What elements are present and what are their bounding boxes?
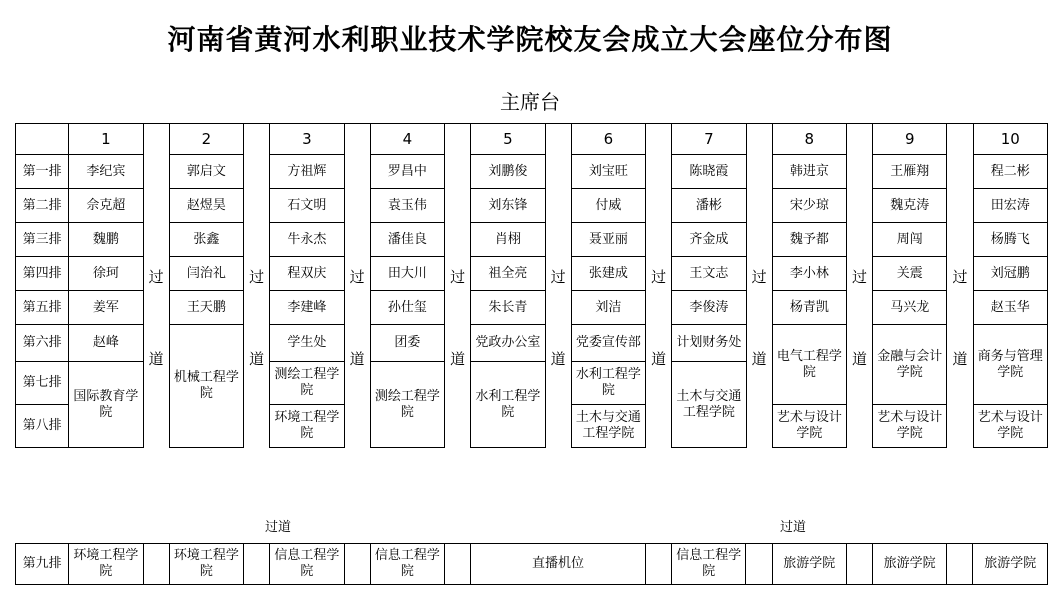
aisle-cell <box>344 124 370 448</box>
row-label <box>16 325 69 362</box>
seat-name: 团委 <box>394 335 421 350</box>
column-number: 6 <box>603 130 614 148</box>
column-number: 1 <box>101 130 111 148</box>
seat-cell <box>270 223 344 257</box>
seat-name: 孙仕玺 <box>387 299 427 315</box>
aisle-gap <box>445 544 471 585</box>
seat-name: 付威 <box>595 197 622 213</box>
aisle-label-bottom: 道 <box>148 349 164 368</box>
group-cell <box>571 362 645 405</box>
seat-name: 刘冠鹏 <box>990 265 1030 281</box>
group-cell <box>169 325 243 448</box>
seat-cell <box>169 257 243 291</box>
seat-row <box>16 544 1048 585</box>
seat-cell <box>471 189 545 223</box>
seat-name: 程二彬 <box>990 163 1030 179</box>
aisle-label-top: 过 <box>349 267 365 286</box>
seat-name: 周闯 <box>896 231 923 247</box>
group-name: 土木与交通工程学院 <box>575 410 641 441</box>
seat-cell <box>69 257 143 291</box>
seat-name: 杨青凯 <box>789 299 829 315</box>
aisle-gap <box>344 544 370 585</box>
group-cell <box>772 544 846 585</box>
group-name: 环境工程学院 <box>173 548 239 579</box>
seat-cell <box>69 325 143 362</box>
seat-row <box>16 189 1048 223</box>
column-header <box>169 124 243 155</box>
seat-cell <box>973 189 1047 223</box>
seat-cell <box>973 223 1047 257</box>
seat-name: 学生处 <box>287 335 327 350</box>
seat-cell <box>571 325 645 362</box>
seat-cell <box>471 257 545 291</box>
row-label-text: 第一排 <box>22 163 62 179</box>
aisle-cell <box>646 124 672 448</box>
group-name: 信息工程学院 <box>676 548 742 579</box>
seat-cell <box>169 291 243 325</box>
column-number: 7 <box>704 130 714 148</box>
seat-name: 韩进京 <box>789 163 829 179</box>
group-cell <box>772 405 846 448</box>
row-nine-table <box>15 543 1048 585</box>
seat-name: 刘洁 <box>595 299 622 315</box>
aisle-gap <box>846 544 872 585</box>
column-number: 9 <box>905 130 915 148</box>
seat-name: 王雁翔 <box>890 163 930 179</box>
seat-name: 齐金成 <box>689 231 729 247</box>
row-label <box>16 544 69 585</box>
aisle-crossing-right: 过道 <box>780 520 807 535</box>
aisle-label-top: 过 <box>751 267 767 286</box>
seat-cell <box>69 189 143 223</box>
seat-cell <box>370 257 444 291</box>
seat-cell <box>370 155 444 189</box>
camera-position-label: 直播机位 <box>532 556 585 571</box>
seat-cell <box>772 291 846 325</box>
column-number: 3 <box>302 130 312 148</box>
group-cell <box>370 362 444 448</box>
seat-cell <box>270 291 344 325</box>
row-label-text: 第三排 <box>22 231 62 247</box>
seat-cell <box>169 189 243 223</box>
seat-name: 肖栩 <box>494 231 521 247</box>
row-label <box>16 223 69 257</box>
seat-name: 田大川 <box>387 265 427 281</box>
seat-name: 潘彬 <box>695 197 722 213</box>
seat-name: 赵煜昊 <box>186 197 226 213</box>
seat-name: 徐珂 <box>92 265 119 281</box>
aisle-label-top: 过 <box>651 267 667 286</box>
group-cell <box>873 544 947 585</box>
group-cell <box>69 362 143 448</box>
seat-row <box>16 223 1048 257</box>
group-name: 机械工程学院 <box>173 370 239 401</box>
seat-name: 刘宝旺 <box>588 163 628 179</box>
seat-cell <box>471 155 545 189</box>
group-name: 测绘工程学院 <box>374 388 440 420</box>
aisle-label-top: 过 <box>450 267 466 286</box>
seat-cell <box>471 325 545 362</box>
column-header <box>571 124 645 155</box>
aisle-label-top: 过 <box>550 267 566 286</box>
stage-label: 主席台 <box>500 90 560 114</box>
seat-name: 魏克涛 <box>890 197 930 213</box>
seat-cell <box>571 291 645 325</box>
group-cell <box>672 362 746 448</box>
column-number: 2 <box>201 130 212 148</box>
column-header <box>69 124 143 155</box>
column-header <box>370 124 444 155</box>
group-cell <box>169 544 243 585</box>
seat-name: 佘克超 <box>86 197 126 213</box>
row-label-text: 第五排 <box>22 299 62 315</box>
group-name: 计划财务处 <box>676 335 742 350</box>
aisle-cell <box>746 124 772 448</box>
aisle-label-bottom: 道 <box>550 349 566 368</box>
seat-cell <box>973 291 1047 325</box>
group-name: 艺术与设计学院 <box>877 410 943 441</box>
aisle-label-top: 过 <box>852 267 868 286</box>
group-cell <box>270 405 344 448</box>
seat-cell <box>270 325 344 362</box>
seat-name: 李俊涛 <box>689 299 729 315</box>
seat-name: 聂亚丽 <box>588 231 628 247</box>
seat-name: 王文志 <box>689 265 729 281</box>
seating-table <box>15 123 1048 448</box>
column-header <box>772 124 846 155</box>
column-header <box>873 124 947 155</box>
seat-cell <box>370 189 444 223</box>
aisle-label-top: 过 <box>249 267 265 286</box>
column-number: 10 <box>1000 130 1020 148</box>
aisle-cell <box>847 124 873 448</box>
seat-name: 李建峰 <box>287 299 327 315</box>
seat-cell <box>69 155 143 189</box>
seat-name: 杨腾飞 <box>990 231 1030 247</box>
seat-cell <box>169 223 243 257</box>
aisle-label-bottom: 道 <box>751 349 767 368</box>
seat-name: 魏予都 <box>789 231 829 247</box>
row-label-text: 第九排 <box>22 556 62 571</box>
seat-cell <box>69 291 143 325</box>
group-name: 信息工程学院 <box>374 548 440 579</box>
seat-name: 宋少琼 <box>789 197 829 213</box>
seat-cell <box>471 291 545 325</box>
aisle-label-bottom: 道 <box>349 349 365 368</box>
seat-name: 刘鹏俊 <box>488 163 528 179</box>
camera-position-cell <box>471 544 646 585</box>
seat-row <box>16 325 1048 362</box>
seat-name: 关震 <box>896 265 923 281</box>
group-name: 国际教育学院 <box>73 388 139 420</box>
aisle-label-bottom: 道 <box>952 349 968 368</box>
row-label <box>16 257 69 291</box>
seat-name: 方祖辉 <box>287 163 327 179</box>
seat-name: 魏鹏 <box>92 231 119 247</box>
seat-cell <box>973 155 1047 189</box>
row-label-text: 第六排 <box>22 335 62 350</box>
seat-name: 马兴龙 <box>890 299 930 315</box>
seat-cell <box>973 257 1047 291</box>
seat-name: 袁玉伟 <box>387 197 427 213</box>
group-name: 艺术与设计学院 <box>776 410 842 441</box>
group-cell <box>973 544 1048 585</box>
seat-cell <box>370 325 444 362</box>
seat-name: 李小林 <box>789 265 829 281</box>
group-name: 旅游学院 <box>883 556 936 571</box>
group-name: 电气工程学院 <box>776 348 842 380</box>
row-label-text: 第八排 <box>22 418 62 433</box>
aisle-gap <box>746 544 772 585</box>
seat-cell <box>873 223 947 257</box>
group-cell <box>69 544 143 585</box>
group-name: 环境工程学院 <box>73 548 139 579</box>
column-header <box>471 124 545 155</box>
aisle-label-top: 过 <box>148 267 164 286</box>
column-number: 8 <box>804 130 815 148</box>
row-label <box>16 291 69 325</box>
aisle-label-bottom: 道 <box>249 349 265 368</box>
aisle-cell <box>545 124 571 448</box>
column-number: 5 <box>503 130 513 148</box>
group-cell <box>571 405 645 448</box>
seat-row <box>16 291 1048 325</box>
aisle-crossing-left: 过道 <box>265 520 292 535</box>
aisle-cell <box>143 124 169 448</box>
seat-cell <box>873 155 947 189</box>
aisle-label-bottom: 道 <box>450 349 466 368</box>
group-name: 旅游学院 <box>783 556 836 571</box>
aisle-gap <box>143 544 169 585</box>
seat-name: 朱长青 <box>488 299 528 315</box>
seat-cell <box>772 155 846 189</box>
seat-cell <box>772 189 846 223</box>
seat-cell <box>672 291 746 325</box>
seat-cell <box>873 189 947 223</box>
seat-cell <box>270 257 344 291</box>
seat-cell <box>772 223 846 257</box>
seat-cell <box>672 223 746 257</box>
seat-cell <box>571 257 645 291</box>
row-label <box>16 362 69 405</box>
aisle-gap <box>947 544 973 585</box>
group-name: 信息工程学院 <box>274 548 340 579</box>
seat-name: 郭启文 <box>186 163 226 179</box>
row-label-text: 第七排 <box>22 375 62 390</box>
seat-cell <box>270 155 344 189</box>
seat-cell <box>873 291 947 325</box>
group-cell <box>873 325 947 405</box>
seat-name: 王天鹏 <box>186 299 226 315</box>
seat-name: 田宏涛 <box>990 197 1030 213</box>
group-cell <box>973 325 1047 405</box>
seat-cell <box>873 257 947 291</box>
group-name: 测绘工程学院 <box>274 367 340 398</box>
seat-name: 石文明 <box>287 197 327 213</box>
row-label <box>16 405 69 448</box>
page-title: 河南省黄河水利职业技术学院校友会成立大会座位分布图 <box>167 23 893 56</box>
aisle-label-top: 过 <box>952 267 968 286</box>
column-header-row <box>16 124 1048 155</box>
group-name: 水利工程学院 <box>575 367 641 398</box>
group-name: 环境工程学院 <box>274 410 340 441</box>
seat-row <box>16 155 1048 189</box>
aisle-cell <box>947 124 973 448</box>
seat-cell <box>571 223 645 257</box>
column-header <box>270 124 344 155</box>
aisle-label-bottom: 道 <box>852 349 868 368</box>
seat-name: 姜军 <box>92 299 119 315</box>
seat-name: 牛永杰 <box>287 231 327 247</box>
seat-name: 闫治礼 <box>186 265 226 281</box>
group-name: 金融与会计学院 <box>877 348 943 380</box>
seat-name: 张鑫 <box>193 231 220 247</box>
seat-name: 陈晓霞 <box>689 163 729 179</box>
row-label <box>16 189 69 223</box>
group-name: 商务与管理学院 <box>977 348 1043 380</box>
seat-cell <box>571 155 645 189</box>
seat-cell <box>370 291 444 325</box>
seat-cell <box>69 223 143 257</box>
group-name: 水利工程学院 <box>475 388 541 420</box>
aisle-cell <box>445 124 471 448</box>
seat-cell <box>672 257 746 291</box>
aisle-cell <box>244 124 270 448</box>
seat-name: 祖全亮 <box>488 265 528 281</box>
aisle-gap <box>244 544 270 585</box>
column-number: 4 <box>402 130 413 148</box>
group-name: 旅游学院 <box>984 556 1037 571</box>
seat-name: 赵峰 <box>92 335 119 350</box>
seat-name: 程双庆 <box>287 265 327 281</box>
seat-row <box>16 257 1048 291</box>
seat-name: 党政办公室 <box>475 335 541 350</box>
seat-name: 李纪宾 <box>86 163 126 179</box>
group-cell <box>270 544 344 585</box>
row-label-text: 第二排 <box>22 197 62 213</box>
seat-cell <box>672 155 746 189</box>
group-cell <box>471 362 545 448</box>
seat-name: 刘东锋 <box>488 197 528 213</box>
seat-name: 党委宣传部 <box>575 335 641 350</box>
group-cell <box>973 405 1047 448</box>
seat-cell <box>672 189 746 223</box>
row-label-text: 第四排 <box>22 265 62 281</box>
column-header <box>973 124 1047 155</box>
aisle-gap <box>645 544 671 585</box>
group-cell <box>270 362 344 405</box>
corner-cell <box>16 124 69 155</box>
seat-name: 罗昌中 <box>387 163 427 179</box>
seat-name: 张建成 <box>588 265 628 281</box>
seat-cell <box>169 155 243 189</box>
seat-name: 潘佳良 <box>387 231 427 247</box>
seat-name: 赵玉华 <box>990 299 1030 315</box>
row-label <box>16 155 69 189</box>
group-name: 艺术与设计学院 <box>977 410 1043 441</box>
group-cell <box>672 544 746 585</box>
group-name: 土木与交通工程学院 <box>676 388 742 420</box>
seat-cell <box>772 257 846 291</box>
group-cell <box>873 405 947 448</box>
seat-cell <box>370 223 444 257</box>
group-cell <box>370 544 444 585</box>
column-header <box>672 124 746 155</box>
seat-cell <box>471 223 545 257</box>
group-cell <box>672 325 746 362</box>
seat-cell <box>571 189 645 223</box>
group-cell <box>772 325 846 405</box>
seat-cell <box>270 189 344 223</box>
aisle-label-bottom: 道 <box>651 349 667 368</box>
